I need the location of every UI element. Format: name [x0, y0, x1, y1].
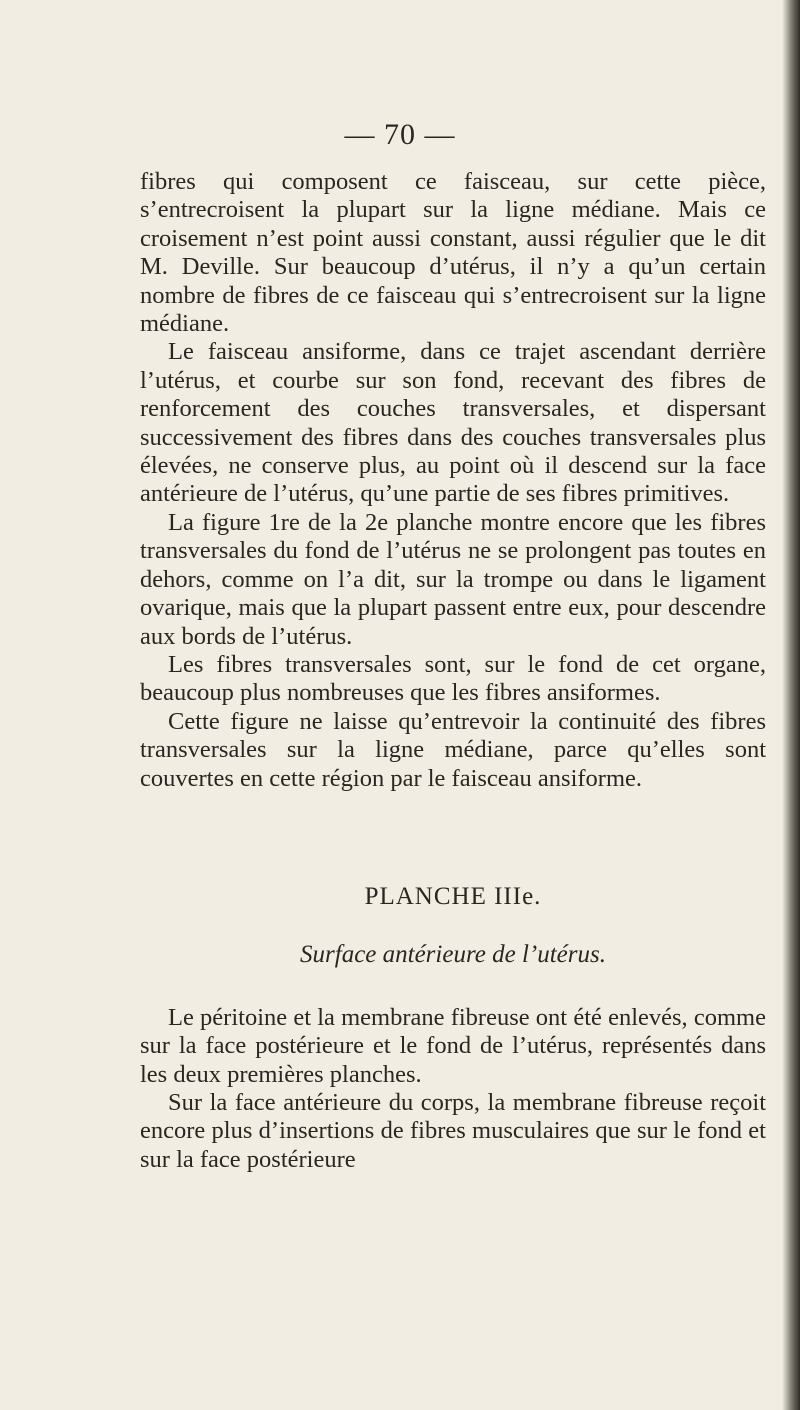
paragraph-3: La figure 1re de la 2e planche montre encore que les fibres transversales du fond de l’utérus ne se prolongent pas toutes en dehors, comme on l’a dit, sur la trompe ou dans le ligament ovarique, mais que la plupart passent entre eux, pour descendre aux bords de l’utérus. [140, 508, 766, 650]
page-edge-shadow [782, 0, 800, 1410]
paragraph-1: fibres qui composent ce faisceau, sur cette pièce, s’entrecroisent la plupart sur la ligne médiane. Mais ce croisement n’est point aussi constant, aussi régulier que le dit M. Deville. Sur beaucoup d’utérus, il n’y a qu’un certain nombre de fibres de ce faisceau qui s’entrecroisent sur la ligne médiane. [140, 168, 766, 338]
paragraph-2: Le faisceau ansiforme, dans ce trajet ascendant derrière l’utérus, et courbe sur son fond, recevant des fibres de renforcement des couches transversales, et dispersant successivement des fibres dans des couches transversales plus élevées, ne conserve plus, au point où il descend sur la face antérieure de l’utérus, qu’une partie de ses fibres primitives. [140, 338, 766, 508]
page-number: — 70 — [344, 118, 456, 151]
paragraph-7: Sur la face antérieure du corps, la membrane fibreuse reçoit encore plus d’insertions de fibres musculaires que sur le fond et sur la face postérieure [140, 1088, 766, 1173]
plate-subtitle: Surface antérieure de l’utérus. [300, 941, 606, 969]
body-text [140, 168, 766, 1174]
paragraph-6: Le péritoine et la membrane fibreuse ont été enlevés, comme sur la face postérieure et le fond de l’utérus, représentés dans les deux premières planches. [140, 1003, 766, 1088]
paragraph-5: Cette figure ne laisse qu’entrevoir la continuité des fibres transversales sur la ligne médiane, parce qu’elles sont couvertes en cette région par le faisceau ansiforme. [140, 707, 766, 792]
paragraph-4: Les fibres transversales sont, sur le fond de cet organe, beaucoup plus nombreuses que les fibres ansiformes. [140, 650, 766, 707]
plate-title: PLANCHE IIIe. [364, 882, 542, 910]
